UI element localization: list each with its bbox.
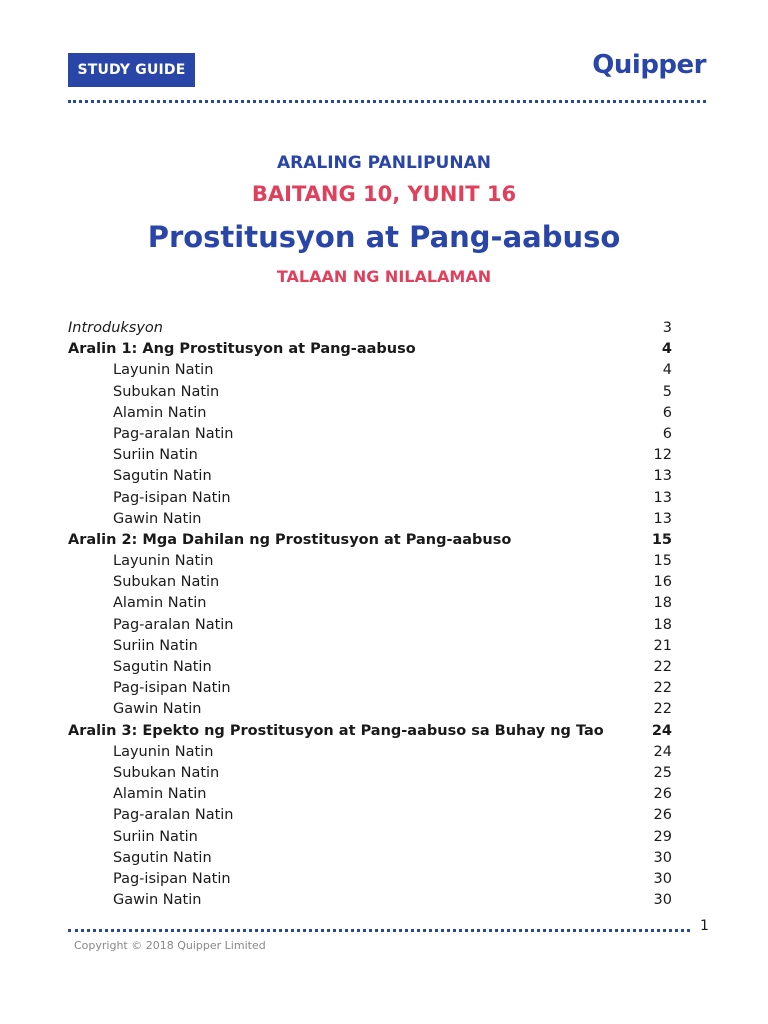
toc-entry-label: Gawin Natin [113,510,202,527]
toc-entry-label: Gawin Natin [113,892,202,909]
toc-page-number: 18 [653,595,672,612]
toc-page-number: 22 [653,659,672,675]
toc-entry-row [68,827,672,848]
toc-entry-row [68,869,672,890]
toc-entry-row [68,593,672,614]
table-of-contents [68,318,672,911]
copyright-notice: Copyright © 2018 Quipper Limited [74,939,266,952]
toc-lesson-row [68,721,672,742]
toc-lesson-row [68,339,672,360]
footer-divider [68,929,690,932]
toc-page-number: 25 [653,764,672,781]
toc-entry-label: Suriin Natin [113,447,198,464]
page-title: Prostitusyon at Pang-aabuso [147,220,621,254]
toc-entry-row [68,403,672,424]
toc-page-number: 24 [651,722,672,739]
toc-page-number: 12 [653,447,672,464]
toc-entry-label: Alamin Natin [113,786,207,803]
toc-page-number: 24 [653,743,672,760]
toc-page-number: 3 [662,320,672,336]
toc-entry-row [68,805,672,826]
toc-entry-row [68,509,672,530]
toc-entry-label: Subukan Natin [113,574,220,591]
page-number: 1 [700,918,709,934]
toc-entry-label: Layunin Natin [113,362,214,379]
toc-entry-label: Pag-isipan Natin [113,870,231,887]
toc-entry-label: Aralin 2: Mga Dahilan ng Prostitusyon at Pang-aabuso [68,531,512,548]
grade-unit-heading: BAITANG 10, YUNIT 16 [251,182,517,206]
toc-page-number: 26 [653,807,672,824]
subject-heading: ARALING PANLIPUNAN [277,153,491,173]
toc-page-number: 4 [662,362,672,379]
toc-page-number: 15 [651,531,672,548]
toc-entry-label: Alamin Natin [113,595,207,612]
toc-entry-row [68,382,672,403]
toc-entry-row [68,572,672,593]
toc-page-number: 16 [653,574,672,591]
toc-entry-label: Pag-aralan Natin [113,807,234,824]
quipper-logo: Quipper [592,50,706,80]
toc-page-number: 22 [653,680,672,697]
toc-entry-row [68,445,672,466]
toc-entry-row [68,551,672,572]
toc-entry-label: Suriin Natin [113,828,198,845]
toc-page-number: 13 [653,489,672,506]
toc-entry-label: Layunin Natin [113,553,214,570]
toc-page-number: 15 [653,553,672,570]
toc-heading: TALAAN NG NILALAMAN [276,267,492,286]
toc-entry-label: Pag-isipan Natin [113,489,231,506]
toc-page-number: 5 [662,383,672,400]
toc-entry-row [68,636,672,657]
toc-entry-row [68,678,672,699]
toc-entry-label: Sagutin Natin [113,849,212,866]
toc-entry-label: Pag-aralan Natin [113,616,234,633]
toc-entry-row [68,318,672,339]
toc-entry-row [68,657,672,678]
toc-page-number: 13 [653,468,672,485]
toc-page-number: 18 [653,616,672,633]
toc-entry-row [68,848,672,869]
toc-page-number: 30 [653,892,672,909]
toc-entry-label: Layunin Natin [113,743,214,760]
toc-entry-row [68,742,672,763]
toc-entry-row [68,360,672,381]
toc-page-number: 30 [653,849,672,866]
header-divider [68,100,706,103]
toc-entry-row [68,784,672,805]
study-guide-badge: STUDY GUIDE [68,53,195,87]
toc-page-number: 26 [653,786,672,803]
toc-page-number: 4 [661,341,672,358]
toc-entry-label: Sagutin Natin [113,468,212,485]
toc-entry-label: Aralin 1: Ang Prostitusyon at Pang-aabuso [68,341,416,358]
toc-lesson-row [68,530,672,551]
toc-entry-row [68,424,672,445]
toc-page-number: 13 [653,510,672,527]
toc-entry-label: Aralin 3: Epekto ng Prostitusyon at Pang-aabuso sa Buhay ng Tao [68,722,604,739]
toc-entry-label: Suriin Natin [113,637,198,654]
toc-page-number: 6 [662,404,672,421]
toc-entry-row [68,488,672,509]
toc-page-number: 21 [653,637,672,654]
toc-entry-label: Pag-aralan Natin [113,425,234,442]
toc-entry-label: Introduksyon [68,320,163,336]
toc-page-number: 29 [653,828,672,845]
toc-entry-label: Subukan Natin [113,383,220,400]
toc-entry-row [68,615,672,636]
toc-entry-row [68,890,672,911]
toc-entry-label: Gawin Natin [113,701,202,718]
toc-entry-label: Sagutin Natin [113,659,212,675]
toc-entry-row [68,699,672,720]
toc-entry-label: Subukan Natin [113,764,220,781]
toc-page-number: 6 [662,425,672,442]
toc-entry-row [68,763,672,784]
toc-entry-label: Alamin Natin [113,404,207,421]
toc-entry-row [68,466,672,487]
toc-page-number: 30 [653,870,672,887]
toc-page-number: 22 [653,701,672,718]
toc-entry-label: Pag-isipan Natin [113,680,231,697]
